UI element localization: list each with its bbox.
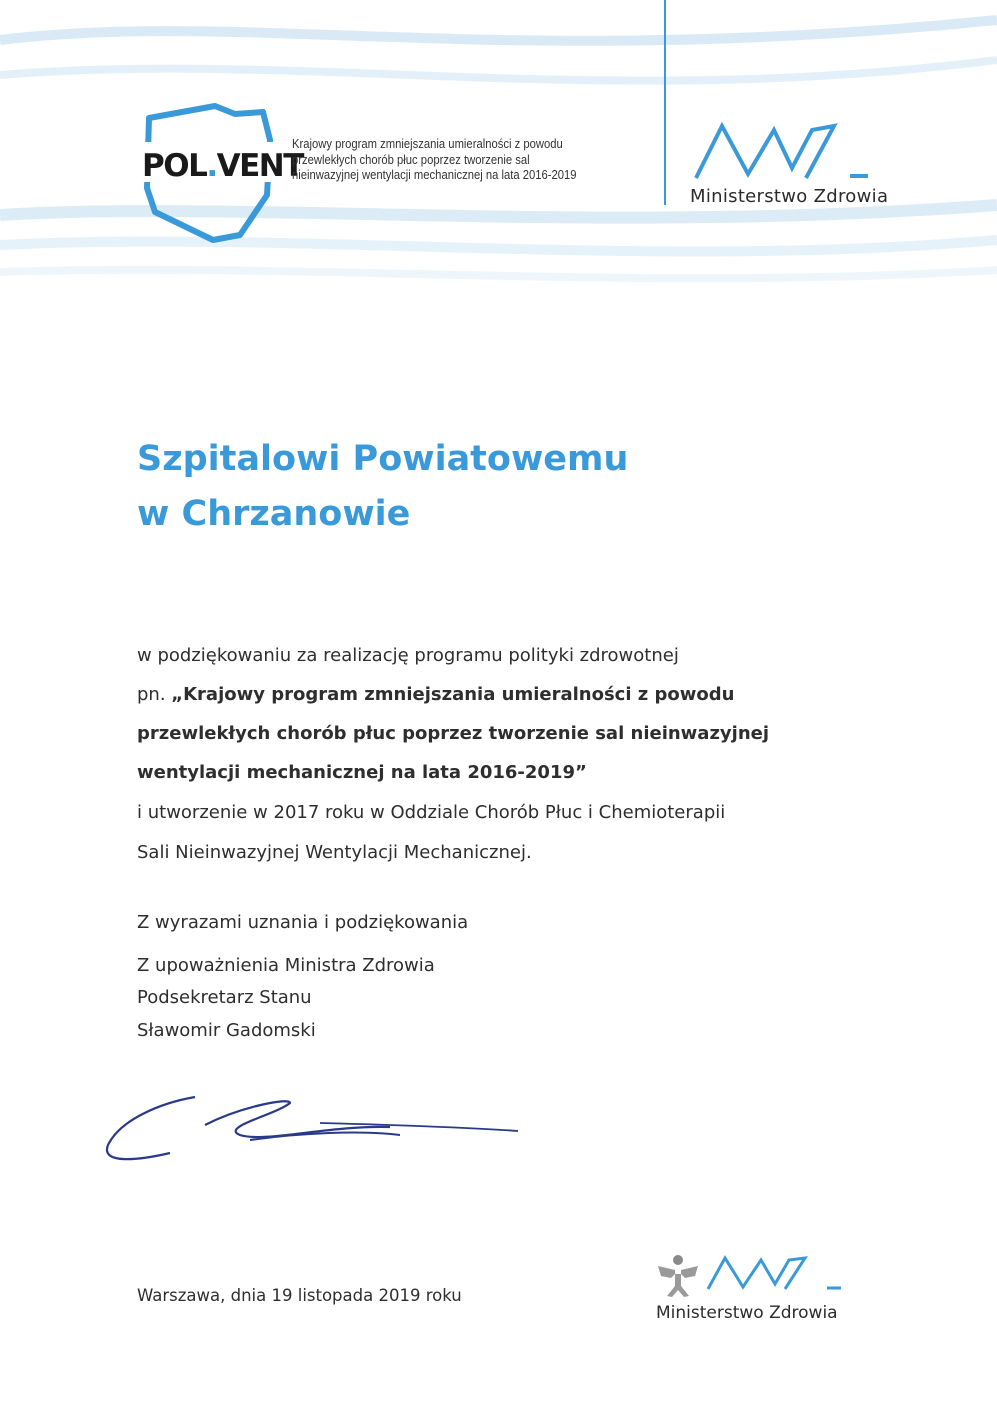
closing-regards: Z wyrazami uznania i podziękowania (137, 912, 469, 933)
recipient-title: Szpitalowi Powiatowemu w Chrzanowie (137, 439, 629, 534)
body-line-2: pn. „Krajowy program zmniejszania umieralności z powodu (137, 684, 735, 705)
body-line-4: wentylacji mechanicznej na lata 2016-2019” (137, 762, 587, 783)
polvent-logo-text: POL.VENT (142, 148, 303, 184)
ministry-name-footer: Ministerstwo Zdrowia (656, 1303, 838, 1323)
body-line-1: w podziękowaniu za realizację programu polityki zdrowotnej (137, 645, 679, 666)
body-line-3: przewlekłych chorób płuc poprzez tworzenie sal nieinwazyjnej (137, 723, 770, 744)
closing-authority: Z upoważnienia Ministra Zdrowia (137, 955, 435, 976)
header-divider (664, 0, 666, 205)
body-line-5: i utworzenie w 2017 roku w Oddziale Chorób Płuc i Chemioterapii (137, 802, 726, 823)
ministry-name-header: Ministerstwo Zdrowia (690, 186, 889, 207)
body-line-6: Sali Nieinwazyjnej Wentylacji Mechanicznej. (137, 842, 532, 863)
program-description: Krajowy program zmniejszania umieralności z powodu przewlekłych chorób płuc poprzez tworzenie sal nieinwazyjnej wentylacji mechanicznej na lata 2016-2019 (292, 137, 577, 182)
ministry-logo-icon (692, 118, 872, 188)
handwritten-signature (100, 1085, 530, 1170)
closing-position: Podsekretarz Stanu (137, 987, 312, 1008)
ministry-logo-icon-footer (705, 1254, 845, 1294)
eagle-emblem-icon (655, 1252, 701, 1300)
place-and-date: Warszawa, dnia 19 listopada 2019 roku (137, 1286, 462, 1305)
closing-signer: Sławomir Gadomski (137, 1020, 316, 1041)
